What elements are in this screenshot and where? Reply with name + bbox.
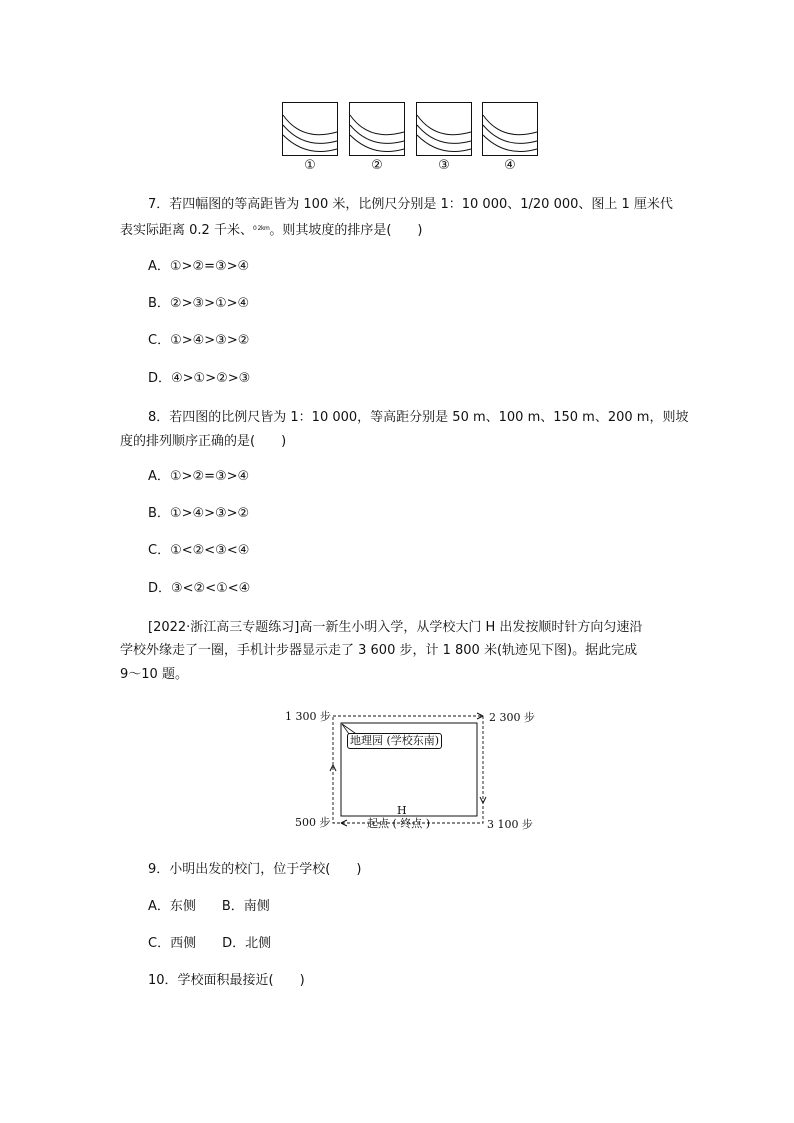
q9-options-row2: C．西侧 D．北侧 <box>148 936 272 951</box>
q7-option-c: C．①>④>③>② <box>148 333 250 348</box>
intro-line3: 9～10 题。 <box>120 667 188 682</box>
q7-stem-line2 <box>120 221 422 239</box>
q7-stem-line1: 7．若四幅图的等高距皆为 100 米，比例尺分别是 1：10 000、1/20 000、图上 1 厘米代 <box>148 197 673 212</box>
start-end-label: 起点 ( 终点 ) <box>367 817 431 830</box>
label-500-steps: 500 步 <box>295 816 331 829</box>
q7-stem-line2-before: 表实际距离 0.2 千米、 <box>120 223 253 238</box>
mini-scale-bar: 0 2km <box>252 225 270 232</box>
contour-label-2: ② <box>371 158 383 173</box>
contour-map-3 <box>416 102 472 156</box>
contour-label-1: ① <box>304 158 316 173</box>
q7-stem-line2-after: 。则其坡度的排序是( ) <box>269 223 423 238</box>
q9-options-row1: A．东侧 B．南侧 <box>148 899 270 914</box>
q8-option-d: D．③<②<①<④ <box>148 581 251 596</box>
q9-stem: 9．小明出发的校门，位于学校( ) <box>148 862 362 877</box>
q8-option-b: B．①>④>③>② <box>148 506 250 521</box>
q10-stem: 10．学校面积最接近( ) <box>148 973 305 988</box>
intro-line2: 学校外缘走了一圈，手机计步器显示走了 3 600 步，计 1 800 米(轨迹见下图)。据此完成 <box>120 643 638 658</box>
contour-label-4: ④ <box>504 158 516 173</box>
label-1300-steps: 1 300 步 <box>285 710 331 723</box>
q7-option-a: A．①>②=③>④ <box>148 259 250 274</box>
geography-garden-label: 地理园 (学校东南) <box>347 733 442 749</box>
q7-option-d: D．④>①>②>③ <box>148 371 251 386</box>
contour-map-2 <box>349 102 405 156</box>
contour-label-3: ③ <box>438 158 450 173</box>
walking-route-diagram <box>285 705 535 835</box>
label-2300-steps: 2 300 步 <box>489 711 535 724</box>
contour-map-4 <box>482 102 538 156</box>
gate-label: H <box>397 804 407 817</box>
label-3100-steps: 3 100 步 <box>487 818 533 831</box>
contour-figure <box>282 102 542 174</box>
q8-option-c: C．①<②<③<④ <box>148 543 250 558</box>
intro-line1: [2022·浙江高三专题练习]高一新生小明入学，从学校大门 H 出发按顺时针方向匀速沿 <box>148 620 643 635</box>
q7-option-b: B．②>③>①>④ <box>148 296 250 311</box>
q8-option-a: A．①>②=③>④ <box>148 469 250 484</box>
q8-stem-line2: 度的排列顺序正确的是( ) <box>120 434 287 449</box>
q8-stem-line1: 8．若四图的比例尺皆为 1：10 000，等高距分别是 50 m、100 m、150 m、200 m，则坡 <box>148 410 689 425</box>
contour-map-1 <box>282 102 338 156</box>
